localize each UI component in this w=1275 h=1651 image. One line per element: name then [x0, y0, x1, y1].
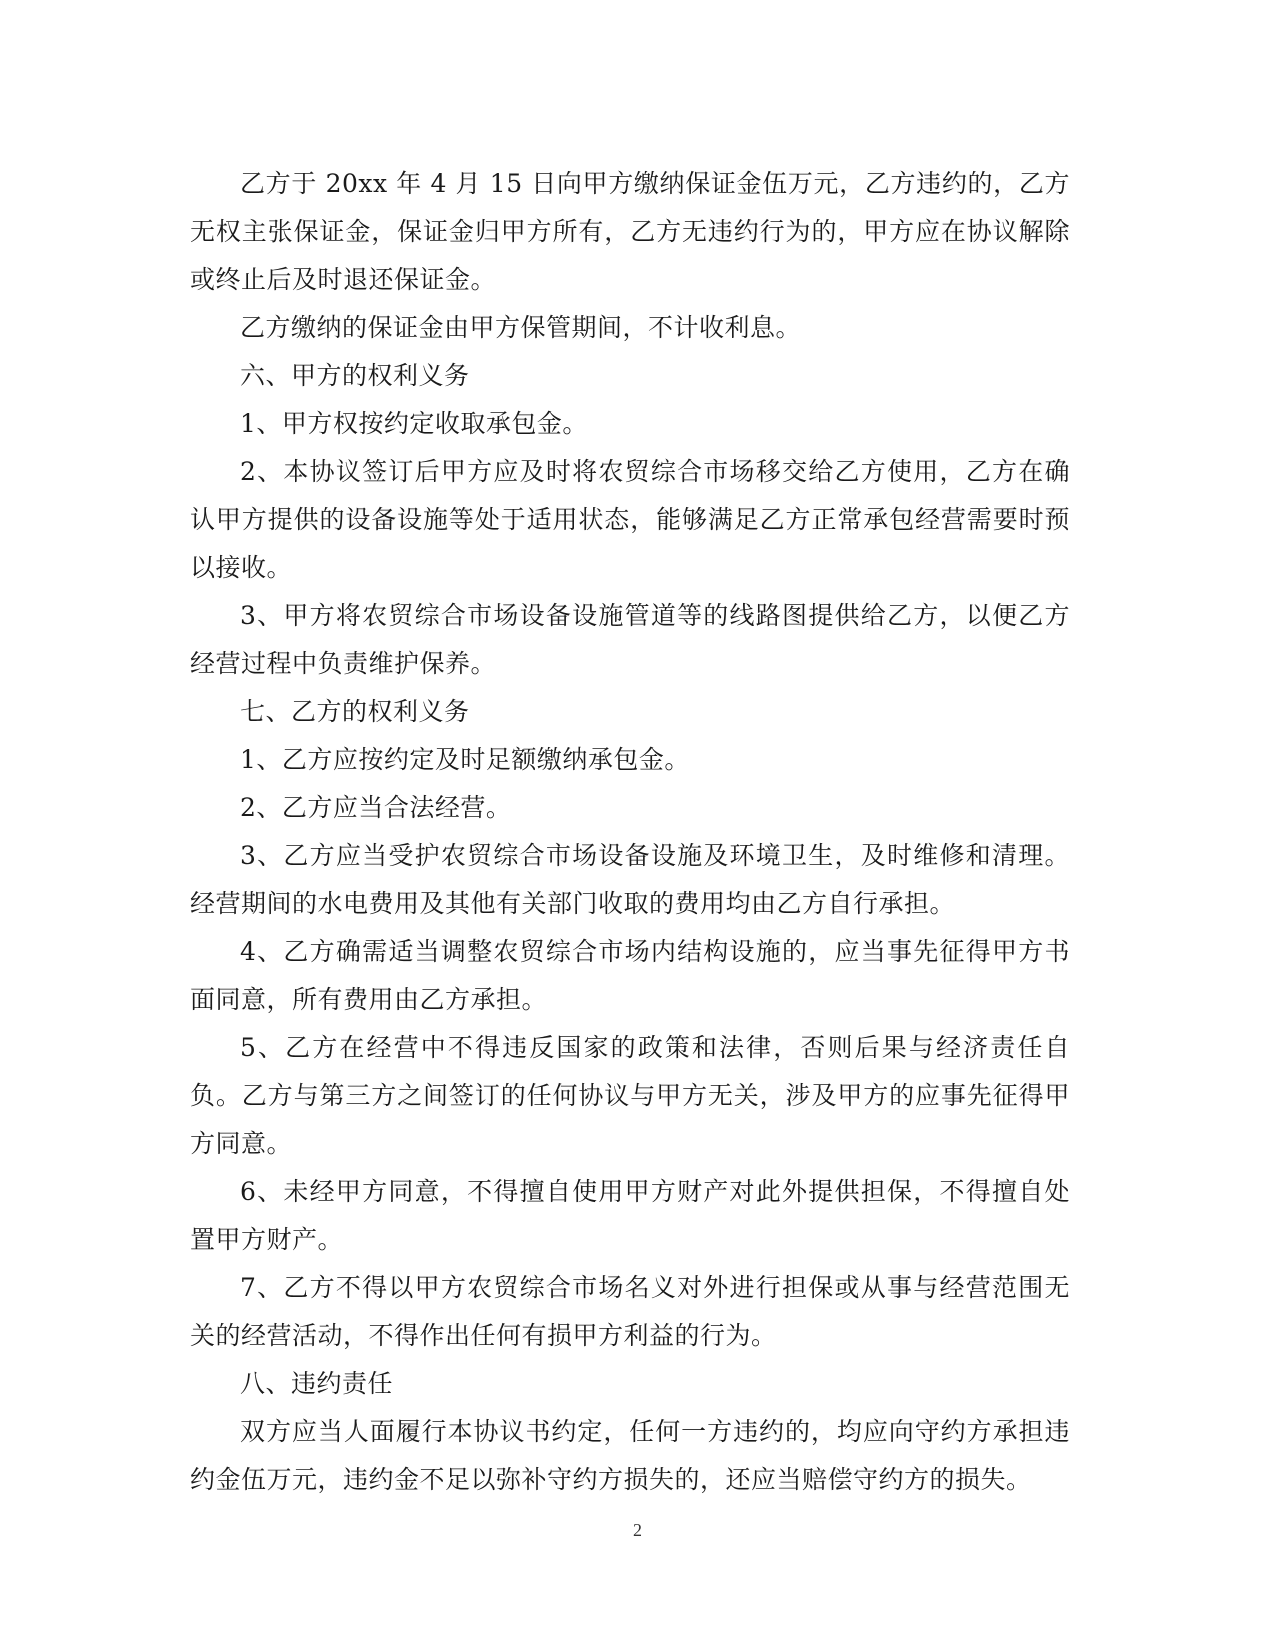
page-number: 2 [633, 1520, 642, 1540]
heading-party-a-rights: 六、甲方的权利义务 [240, 361, 470, 390]
paragraph-a-3: 3、甲方将农贸综合市场设备设施管道等的线路图提供给乙方，以便乙方经营过程中负责维护保养。 [190, 601, 1070, 678]
heading-party-b-rights: 七、乙方的权利义务 [240, 697, 470, 726]
heading-breach-liability: 八、违约责任 [240, 1369, 394, 1398]
paragraph-b-3: 3、乙方应当受护农贸综合市场设备设施及环境卫生，及时维修和清理。经营期间的水电费用及其他有关部门收取的费用均由乙方自行承担。 [190, 841, 1070, 918]
paragraph-b-7: 7、乙方不得以甲方农贸综合市场名义对外进行担保或从事与经营范围无关的经营活动，不得作出任何有损甲方利益的行为。 [190, 1273, 1070, 1350]
paragraph-breach-penalty: 双方应当人面履行本协议书约定，任何一方违约的，均应向守约方承担违约金伍万元，违约金不足以弥补守约方损失的，还应当赔偿守约方的损失。 [190, 1417, 1070, 1494]
document-body [190, 160, 1070, 1504]
paragraph-deposit-interest: 乙方缴纳的保证金由甲方保管期间，不计收利息。 [240, 313, 802, 342]
paragraph-b-4: 4、乙方确需适当调整农贸综合市场内结构设施的，应当事先征得甲方书面同意，所有费用由乙方承担。 [190, 937, 1070, 1014]
paragraph-a-1: 1、甲方权按约定收取承包金。 [240, 409, 588, 438]
paragraph-b-2: 2、乙方应当合法经营。 [240, 793, 512, 822]
paragraph-deposit-payment: 乙方于 20xx 年 4 月 15 日向甲方缴纳保证金伍万元，乙方违约的，乙方无权主张保证金，保证金归甲方所有，乙方无违约行为的，甲方应在协议解除或终止后及时退还保证金。 [190, 169, 1070, 294]
paragraph-b-6: 6、未经甲方同意，不得擅自使用甲方财产对此外提供担保，不得擅自处置甲方财产。 [190, 1177, 1070, 1254]
paragraph-a-2: 2、本协议签订后甲方应及时将农贸综合市场移交给乙方使用，乙方在确认甲方提供的设备设施等处于适用状态，能够满足乙方正常承包经营需要时预以接收。 [190, 457, 1070, 582]
paragraph-b-5: 5、乙方在经营中不得违反国家的政策和法律，否则后果与经济责任自负。乙方与第三方之间签订的任何协议与甲方无关，涉及甲方的应事先征得甲方同意。 [190, 1033, 1070, 1158]
paragraph-b-1: 1、乙方应按约定及时足额缴纳承包金。 [240, 745, 690, 774]
